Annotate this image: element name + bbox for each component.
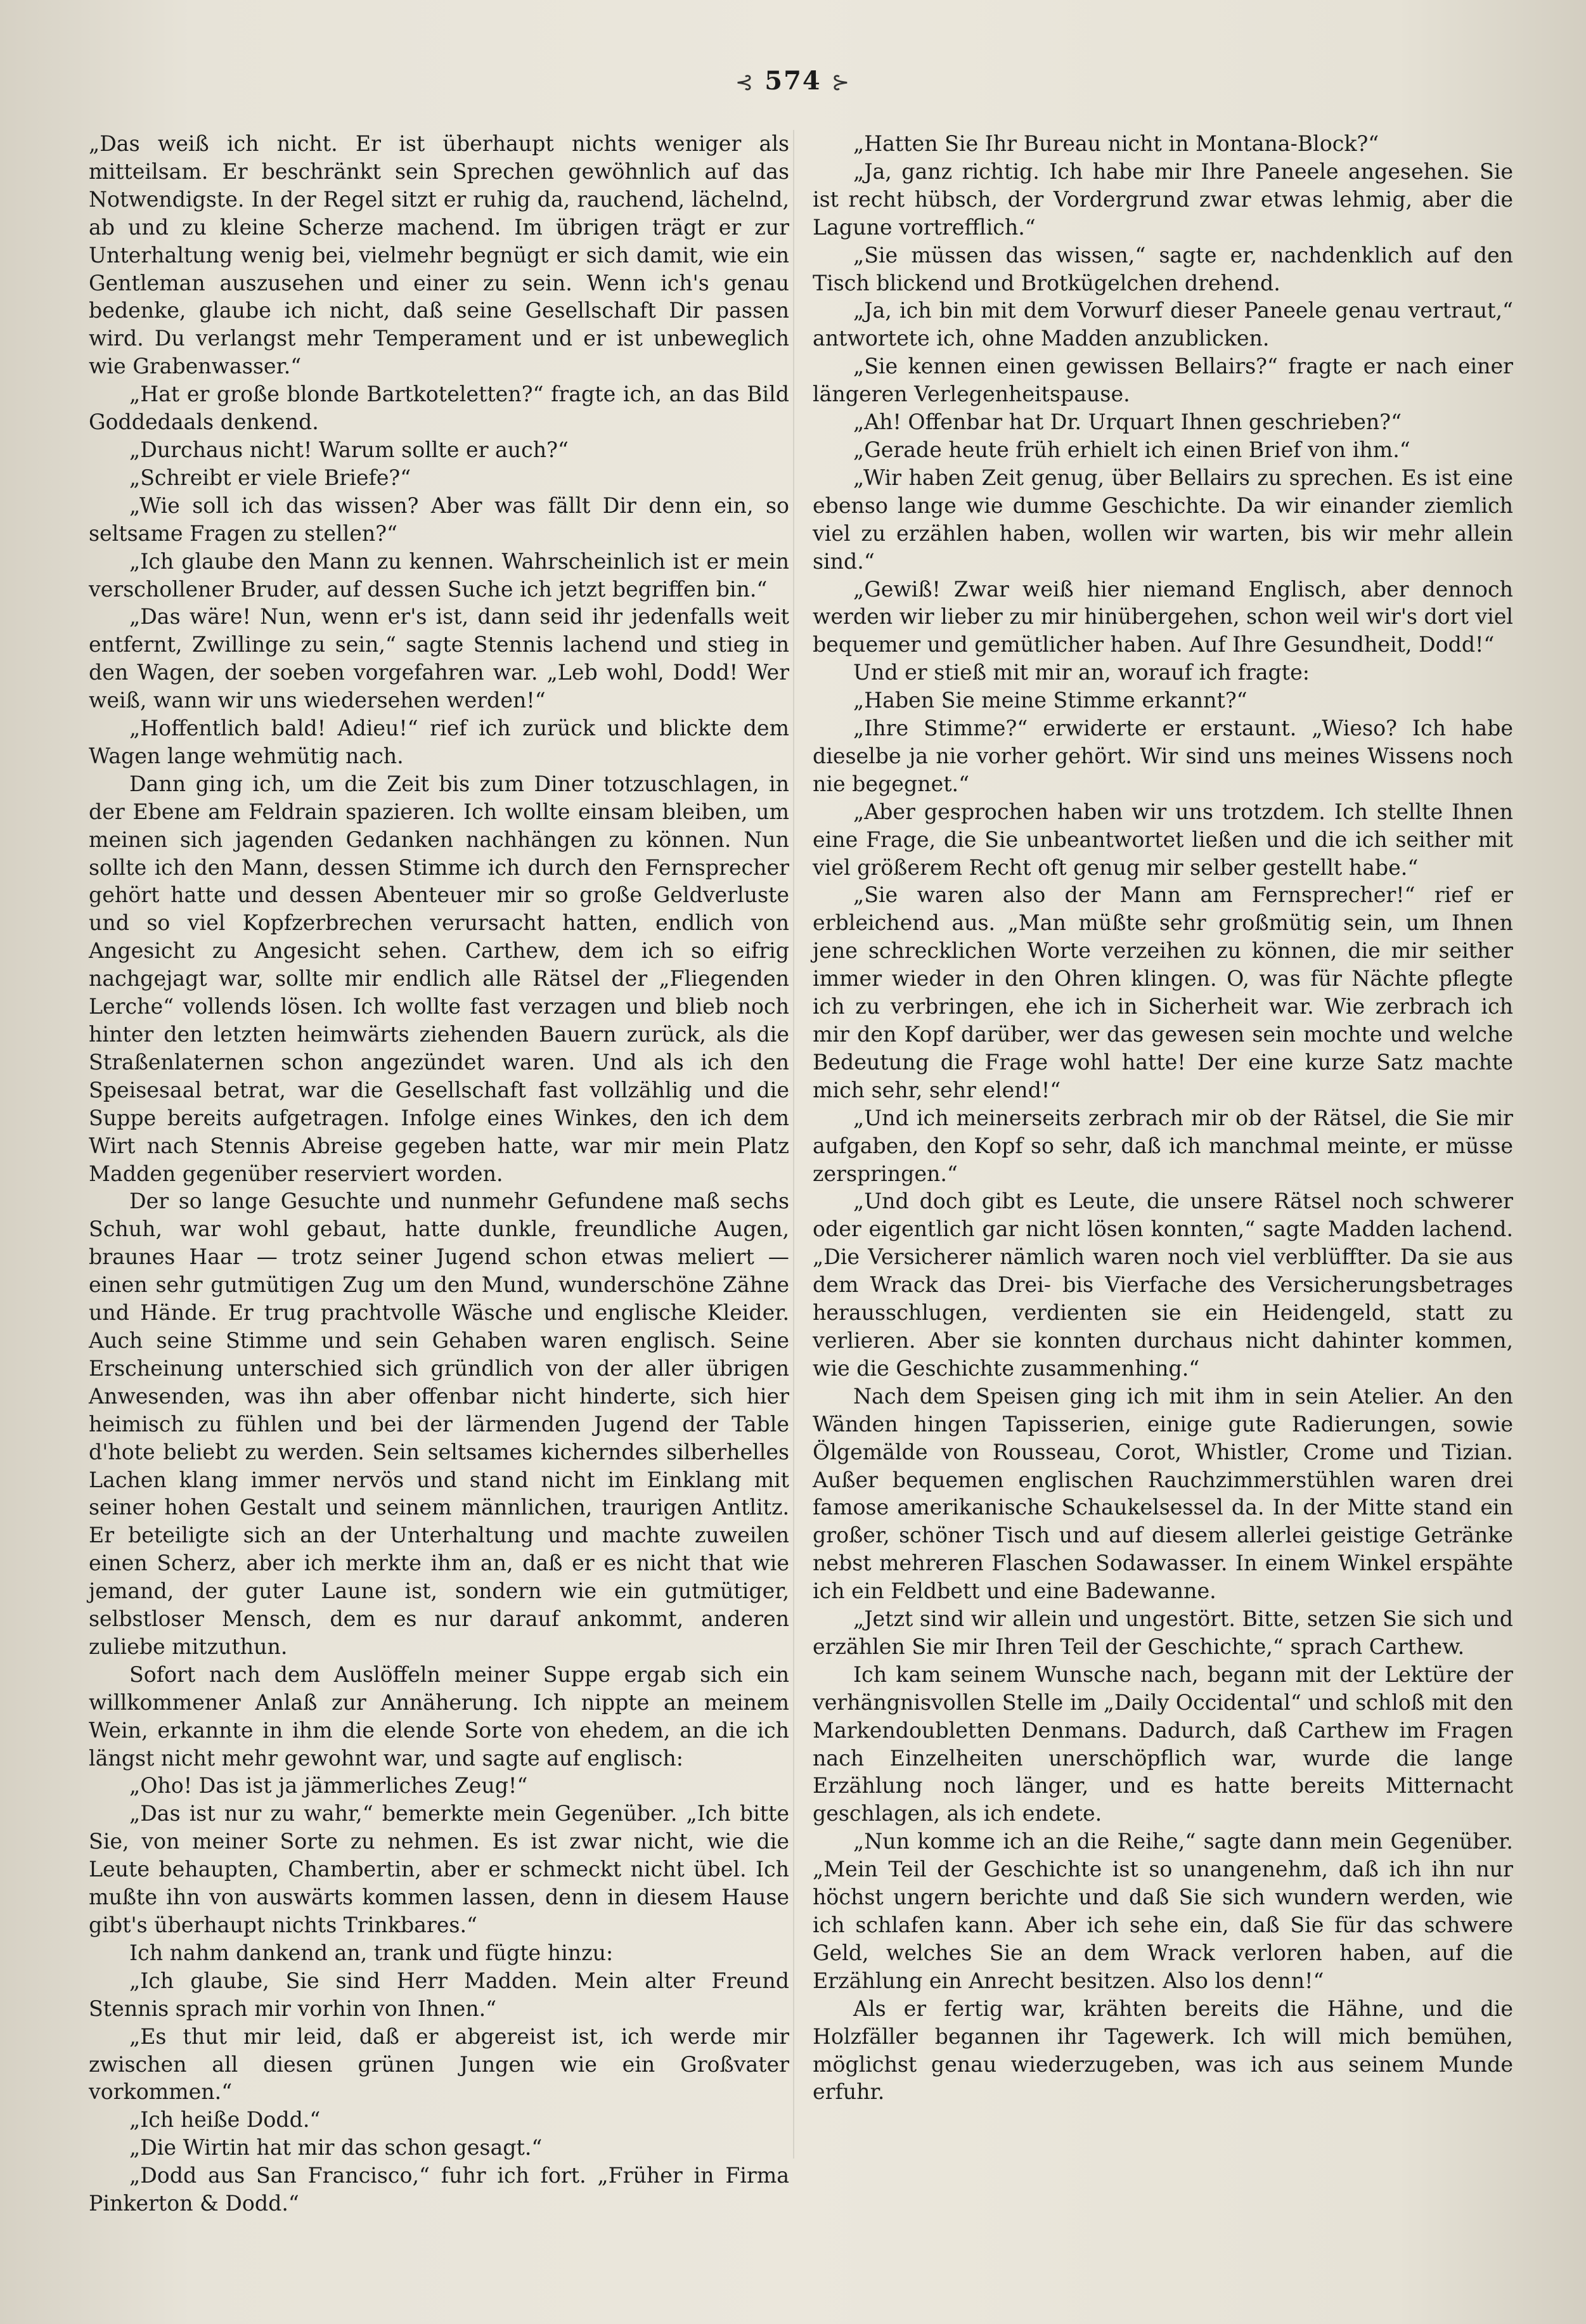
paragraph: „Wie soll ich das wissen? Aber was fällt Dir denn ein, so seltsame Fragen zu stellen?“ xyxy=(89,493,789,546)
paragraph: „Sie kennen einen gewissen Bellairs?“ fragte er nach einer längeren Verlegenheitspause. xyxy=(813,354,1513,407)
paragraph: Ich kam seinem Wunsche nach, begann mit der Lektüre der verhängnisvollen Stelle im „Daily Occidental“ und schloß mit den Markendoubletten Denmans. Dadurch, daß Carthew im Fragen nach Einzelheiten unerschöpflich war, wurde die lange Erzählung noch länger, und es hatte bereits Mitternacht geschlagen, als ich endete. xyxy=(813,1662,1513,1826)
paragraph: „Jetzt sind wir allein und ungestört. Bitte, setzen Sie sich und erzählen Sie mir Ihren Teil der Geschichte,“ sprach Carthew. xyxy=(813,1606,1513,1659)
paragraph: „Hat er große blonde Bartkoteletten?“ fragte ich, an das Bild Goddedaals denkend. xyxy=(89,382,789,435)
page-number: 574 xyxy=(764,66,822,96)
paragraph: „Das weiß ich nicht. Er ist überhaupt nichts weniger als mitteilsam. Er beschränkt sein Sprechen gewöhnlich auf das Notwendigste. In der Regel sitzt er ruhig da, rauchend, lächelnd, ab und zu kleine Scherze machend. Im übrigen trägt er zur Unterhaltung wenig bei, vielmehr begnügt er sich damit, wie ein Gentleman auszusehen und einer zu sein. Wenn ich's genau bedenke, glaube ich nicht, daß seine Gesellschaft Dir passen wird. Du verlangst mehr Temperament und er ist unbeweglich wie Grabenwasser.“ xyxy=(89,131,789,379)
paragraph: „Ich heiße Dodd.“ xyxy=(129,2107,321,2133)
paragraph: „Oho! Das ist ja jämmerliches Zeug!“ xyxy=(129,1773,528,1798)
paragraph: Dann ging ich, um die Zeit bis zum Diner totzuschlagen, in der Ebene am Feldrain spazieren. Ich wollte einsam bleiben, um meinen sich jagenden Gedanken nachhängen zu können. Nun sollte ich den Mann, dessen Stimme ich durch den Fernsprecher gehört hatte und dessen Abenteuer mir so große Geldverluste und so viel Kopfzerbrechen verursacht hatten, endlich von Angesicht zu Angesicht sehen. Carthew, dem ich so eifrig nachgejagt war, sollte mir endlich alle Rätsel der „Fliegenden Lerche“ vollends lösen. Ich wollte fast verzagen und blieb noch hinter den letzten heimwärts ziehenden Bauern zurück, als die Straßenlaternen schon angezündet waren. Und als ich den Speisesaal betrat, war die Gesellschaft fast vollzählig und die Suppe bereits aufgetragen. Infolge eines Winkes, den ich dem Wirt nach Stennis Abreise gegeben hatte, war mir mein Platz Madden gegenüber reserviert worden. xyxy=(89,771,789,1186)
paragraph: „Ah! Offenbar hat Dr. Urquart Ihnen geschrieben?“ xyxy=(853,410,1402,435)
paragraph: „Dodd aus San Francisco,“ fuhr ich fort. „Früher in Firma Pinkerton & Dodd.“ xyxy=(89,2163,789,2216)
left-ornament: ⊰ xyxy=(735,70,755,95)
paragraph: „Nun komme ich an die Reihe,“ sagte dann mein Gegenüber. „Mein Teil der Geschichte ist so unangenehm, daß ich ihn nur höchst ungern berichte und daß Sie sich wundern werden, wie ich schlafen kann. Aber ich sehe ein, daß Sie für das schwere Geld, welches Sie an dem Wrack verloren haben, auf die Erzählung ein Anrecht besitzen. Also los denn!“ xyxy=(813,1829,1513,1993)
paragraph: „Das wäre! Nun, wenn er's ist, dann seid ihr jedenfalls weit entfernt, Zwillinge zu sein,“ sagte Stennis lachend und stieg in den Wagen, der soeben vorgefahren war. „Leb wohl, Dodd! Wer weiß, wann wir uns wiedersehen werden!“ xyxy=(89,604,789,713)
paragraph: „Sie waren also der Mann am Fernsprecher!“ rief er erbleichend aus. „Man müßte sehr großmütig sein, um Ihnen jene schrecklichen Worte verzeihen zu können, die mir seither immer wieder in den Ohren klingen. O, was für Nächte pflegte ich zu verbringen, ehe ich in Sicherheit war. Wie zerbrach ich mir den Kopf darüber, wer das gewesen sein mochte und welche Bedeutung die Frage wohl hatte! Der eine kurze Satz machte mich sehr, sehr elend!“ xyxy=(813,882,1513,1102)
paragraph: Der so lange Gesuchte und nunmehr Gefundene maß sechs Schuh, war wohl gebaut, hatte dunkle, freundliche Augen, braunes Haar — trotz seiner Jugend schon etwas meliert — einen sehr gutmütigen Zug um den Mund, wunderschöne Zähne und Hände. Er trug prachtvolle Wäsche und englische Kleider. Auch seine Stimme und sein Gehaben waren englisch. Seine Erscheinung unterschied sich gründlich von der aller übrigen Anwesenden, was ihn aber offenbar nicht hinderte, sich hier heimisch zu fühlen und bei der lärmenden Jugend der Table d'hote beliebt zu werden. Sein seltsames kicherndes silberhelles Lachen klang immer nervös und stand nicht im Einklang mit seiner hohen Gestalt und seinem männlichen, traurigen Antlitz. Er beteiligte sich an der Unterhaltung und machte zuweilen einen Scherz, aber ich merkte ihm an, daß er es nicht that wie jemand, der guter Laune ist, sondern wie ein gutmütiger, selbstloser Mensch, dem es nur darauf ankommt, anderen zuliebe mitzuthun. xyxy=(89,1189,789,1659)
column-divider xyxy=(793,130,794,2159)
paragraph: Ich nahm dankend an, trank und fügte hinzu: xyxy=(129,1940,614,1965)
paragraph: „Schreibt er viele Briefe?“ xyxy=(129,465,411,490)
paragraph: „Und doch gibt es Leute, die unsere Rätsel noch schwerer oder eigentlich gar nicht lösen konnten,“ sagte Madden lachend. „Die Versicherer nämlich waren noch viel verblüffter. Da sie aus dem Wrack das Drei- bis Vierfache des Versicherungsbetrages herausschlugen, verdienten sie ein Heidengeld, statt zu verlieren. Aber sie konnten durchaus nicht dahinter kommen, wie die Geschichte zusammenhing.“ xyxy=(813,1189,1513,1381)
left-column xyxy=(89,130,789,2216)
paragraph: Und er stieß mit mir an, worauf ich fragte: xyxy=(853,660,1310,685)
right-column xyxy=(813,130,1513,2159)
paragraph: „Wir haben Zeit genug, über Bellairs zu sprechen. Es ist eine ebenso lange wie dumme Geschichte. Da wir einander ziemlich viel zu erzählen haben, wollen wir warten, bis wir mehr allein sind.“ xyxy=(813,465,1513,574)
paragraph: „Ja, ganz richtig. Ich habe mir Ihre Paneele angesehen. Sie ist recht hübsch, der Vordergrund zwar etwas lehmig, aber die Lagune vortrefflich.“ xyxy=(813,158,1513,240)
paragraph: „Die Wirtin hat mir das schon gesagt.“ xyxy=(129,2135,543,2160)
paragraph: „Ihre Stimme?“ erwiderte er erstaunt. „Wieso? Ich habe dieselbe ja nie vorher gehört. Wir sind uns meines Wissens noch nie begegnet.“ xyxy=(813,716,1513,796)
paragraph: „Gewiß! Zwar weiß hier niemand Englisch, aber dennoch werden wir lieber zu mir hinübergehen, schon weil wir's dort viel bequemer und gemütlicher haben. Auf Ihre Gesundheit, Dodd!“ xyxy=(813,576,1513,657)
paragraph: „Ich glaube den Mann zu kennen. Wahrscheinlich ist er mein verschollener Bruder, auf dessen Suche ich jetzt begriffen bin.“ xyxy=(89,548,789,602)
paragraph: „Gerade heute früh erhielt ich einen Brief von ihm.“ xyxy=(853,437,1410,462)
paragraph: „Hatten Sie Ihr Bureau nicht in Montana-Block?“ xyxy=(853,131,1379,156)
paragraph: Sofort nach dem Auslöffeln meiner Suppe ergab sich ein willkommener Anlaß zur Annäherung. Ich nippte an meinem Wein, erkannte in ihm die elende Sorte von ehedem, an die ich längst nicht mehr gewohnt war, und sagte auf englisch: xyxy=(89,1662,789,1771)
paragraph: „Das ist nur zu wahr,“ bemerkte mein Gegenüber. „Ich bitte Sie, von meiner Sorte zu nehmen. Es ist zwar nicht, wie die Leute behaupten, Chambertin, aber er schmeckt nicht übel. Ich mußte ihn von auswärts kommen lassen, denn in diesem Hause gibt's überhaupt nichts Trinkbares.“ xyxy=(89,1801,789,1937)
paragraph: Nach dem Speisen ging ich mit ihm in sein Atelier. An den Wänden hingen Tapisserien, einige gute Radierungen, sowie Ölgemälde von Rousseau, Corot, Whistler, Crome und Tizian. Außer bequemen englischen Rauchzimmerstühlen waren drei famose amerikanische Schaukelsessel da. In der Mitte stand ein großer, schöner Tisch und auf diesem allerlei geistige Getränke nebst mehreren Flaschen Sodawasser. In einem Winkel erspähte ich ein Feldbett und eine Badewanne. xyxy=(813,1383,1513,1604)
paragraph: „Durchaus nicht! Warum sollte er auch?“ xyxy=(129,437,569,462)
paragraph: „Sie müssen das wissen,“ sagte er, nachdenklich auf den Tisch blickend und Brotkügelchen drehend. xyxy=(813,242,1513,295)
paragraph: „Und ich meinerseits zerbrach mir ob der Rätsel, die Sie mir aufgaben, den Kopf so sehr, daß ich manchmal meinte, er müsse zerspringen.“ xyxy=(813,1105,1513,1186)
page-header xyxy=(0,66,1586,96)
paragraph: Als er fertig war, krähten bereits die Hähne, und die Holzfäller begannen ihr Tagewerk. Ich will mich bemühen, möglichst genau wiederzugeben, was ich aus seinem Munde erfuhr. xyxy=(813,1996,1513,2105)
paragraph: „Hoffentlich bald! Adieu!“ rief ich zurück und blickte dem Wagen lange wehmütig nach. xyxy=(89,716,789,768)
paragraph: „Ich glaube, Sie sind Herr Madden. Mein alter Freund Stennis sprach mir vorhin von Ihnen.“ xyxy=(89,1968,789,2021)
paragraph: „Ja, ich bin mit dem Vorwurf dieser Paneele genau vertraut,“ antwortete ich, ohne Madden anzublicken. xyxy=(813,298,1513,351)
paragraph: „Haben Sie meine Stimme erkannt?“ xyxy=(853,688,1248,713)
right-ornament: ⊱ xyxy=(831,70,851,95)
paragraph: „Es thut mir leid, daß er abgereist ist, ich werde mir zwischen all diesen grünen Jungen wie ein Großvater vorkommen.“ xyxy=(89,2024,789,2105)
paragraph: „Aber gesprochen haben wir uns trotzdem. Ich stellte Ihnen eine Frage, die Sie unbeantwortet ließen und die ich seither mit viel größerem Recht oft genug mir selber gestellt habe.“ xyxy=(813,799,1513,880)
